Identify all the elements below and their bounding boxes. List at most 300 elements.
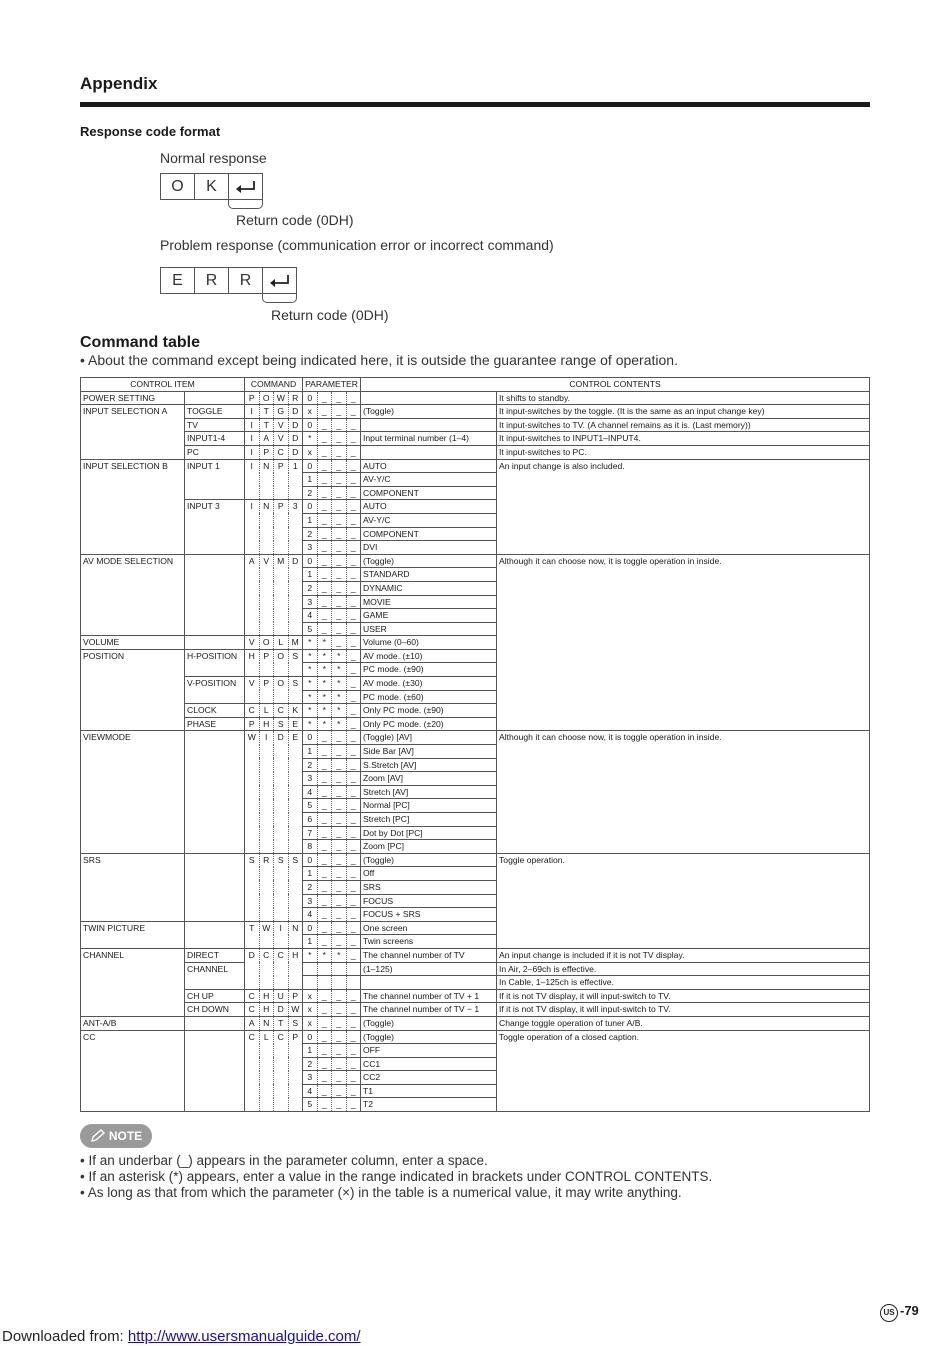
control-contents-cell [497,717,870,731]
command-cell [245,826,303,840]
code-char: R [229,268,263,293]
parameter-char: _ [332,745,347,758]
command-char [260,622,275,635]
parameter-char: * [332,650,347,663]
parameter-char: _ [350,705,356,716]
parameter-char: 1 [303,514,318,527]
table-row [81,649,870,663]
parameter-char: * [318,704,333,717]
command-char [260,799,275,813]
parameter-char: _ [350,1004,356,1015]
control-item-cell [81,745,185,759]
parameter-char: 1 [303,867,318,880]
control-item-cell [81,704,185,718]
command-cell [245,935,303,949]
control-subitem-cell: CLOCK [185,704,245,718]
note-line: • As long as that from which the parameter (×) in the table is a numerical value, it may write anything. [80,1185,682,1200]
parameter-description-cell: Zoom [PC] [361,840,497,854]
parameter-char: 5 [303,1098,318,1111]
command-char: I [245,432,260,445]
control-item-cell [81,867,185,881]
parameter-description-cell: Only PC mode. (±90) [361,704,497,718]
table-row [81,785,870,799]
command-char [274,880,289,894]
parameter-char: * [303,650,318,663]
parameter-description-cell: COMPONENT [361,486,497,500]
control-contents-cell [497,527,870,541]
command-table-body [81,391,870,1111]
command-char [260,1084,275,1098]
table-row [81,391,870,405]
command-char: I [245,405,260,418]
parameter-char: _ [350,474,356,485]
command-cell [245,1071,303,1085]
return-code-label: Return code (0DH) [236,212,354,228]
command-char [289,595,303,609]
parameter-description-cell: (Toggle) [361,1030,497,1044]
control-item-cell [81,418,185,432]
table-row [81,1030,870,1044]
command-table-note: • About the command except being indicated here, it is outside the guarantee range of operation. [80,352,678,368]
command-char: S [245,854,260,867]
control-item-cell [81,486,185,500]
parameter-cell [303,867,361,881]
control-item-cell [81,541,185,555]
parameter-char: _ [350,746,356,757]
command-char: O [274,650,289,663]
command-char [260,880,275,894]
control-subitem-cell [185,853,245,867]
command-char [245,880,260,894]
command-char: G [274,405,289,418]
control-subitem-cell [185,636,245,650]
table-row [81,717,870,731]
parameter-cell [303,745,361,759]
parameter-char: 2 [303,759,318,772]
parameter-char: _ [332,731,347,744]
control-subitem-cell: H-POSITION [185,649,245,663]
table-row [81,663,870,677]
control-subitem-cell [185,921,245,935]
parameter-char: * [303,718,318,731]
parameter-char: _ [350,895,356,906]
control-subitem-cell [185,813,245,827]
control-item-cell [81,581,185,595]
command-char: V [245,677,260,690]
table-row [81,622,870,636]
control-contents-cell: It shifts to standby. [497,391,870,405]
parameter-cell [303,486,361,500]
parameter-char: _ [350,990,356,1001]
command-char [245,840,260,853]
parameter-cell [303,704,361,718]
command-cell [245,568,303,582]
parameter-cell [303,894,361,908]
parameter-char: _ [350,596,356,607]
parameter-char: 5 [303,623,318,636]
parameter-char: _ [332,582,347,595]
parameter-char: * [318,677,333,690]
control-subitem-cell [185,595,245,609]
parameter-description-cell: (Toggle) [361,405,497,419]
command-char [260,581,275,595]
parameter-char: _ [318,745,333,758]
command-char [260,894,275,908]
parameter-char: _ [318,731,333,744]
parameter-char: 1 [303,935,318,948]
command-cell [245,908,303,922]
parameter-cell [303,772,361,786]
command-char [274,622,289,635]
control-contents-cell [497,880,870,894]
table-row [81,609,870,623]
command-char [289,568,303,582]
command-char: T [274,1017,289,1030]
command-cell [245,853,303,867]
parameter-description-cell: Dot by Dot [PC] [361,826,497,840]
command-char: S [274,718,289,731]
control-contents-cell: An input change is also included. [497,459,870,473]
control-contents-cell [497,541,870,555]
parameter-char: _ [332,636,347,649]
parameter-char: * [303,677,318,690]
command-char [274,772,289,786]
download-link[interactable]: http://www.usersmanualguide.com/ [127,1328,361,1345]
parameter-char: _ [332,568,347,581]
control-contents-cell [497,622,870,636]
control-item-cell [81,989,185,1003]
command-char: E [292,732,299,743]
command-char [245,568,260,582]
control-subitem-cell: TV [185,418,245,432]
parameter-char: _ [318,582,333,595]
parameter-char: _ [332,786,347,799]
command-char [274,962,289,976]
parameter-cell [303,921,361,935]
command-table [80,377,870,1112]
command-char: H [260,718,275,731]
parameter-description-cell: (1–125) [361,962,497,976]
page-number-text: -79 [900,1303,919,1318]
parameter-char: _ [318,813,333,826]
parameter-char: _ [332,555,347,568]
command-char [245,758,260,772]
parameter-description-cell [361,976,497,990]
table-row [81,527,870,541]
parameter-char: _ [318,405,333,418]
command-cell [245,962,303,976]
parameter-char: _ [318,568,333,581]
parameter-char: 3 [303,541,318,554]
command-char [289,813,303,827]
command-cell [245,745,303,759]
parameter-cell [303,609,361,623]
command-cell [245,690,303,704]
parameter-char: 6 [303,813,318,826]
control-item-cell [81,758,185,772]
command-char: P [260,677,275,690]
command-char [245,622,260,635]
parameter-char: _ [350,936,356,947]
command-cell [245,1098,303,1112]
parameter-description-cell: Normal [PC] [361,799,497,813]
command-char: I [274,922,289,935]
table-row [81,840,870,854]
control-item-cell [81,1071,185,1085]
command-char [260,1044,275,1058]
control-subitem-cell [185,758,245,772]
column-header: CONTROL ITEM [81,378,245,392]
parameter-description-cell [361,418,497,432]
control-item-cell [81,785,185,799]
command-char [260,758,275,772]
command-char: H [245,650,260,663]
control-item-cell: CC [81,1030,185,1044]
control-subitem-cell [185,1016,245,1030]
control-contents-cell: It input-switches to TV. (A channel remains as it is. (Last memory)) [497,418,870,432]
control-contents-cell: It input-switches by the toggle. (It is the same as an input change key) [497,405,870,419]
parameter-cell [303,636,361,650]
parameter-char: _ [318,881,333,894]
parameter-description-cell: (Toggle) [361,554,497,568]
parameter-description-cell: Stretch [PC] [361,813,497,827]
parameter-char: _ [332,922,347,935]
command-cell [245,989,303,1003]
parameter-char: 2 [303,1058,318,1071]
parameter-char: 1 [303,745,318,758]
parameter-char: _ [350,786,356,797]
control-contents-cell [497,636,870,650]
control-item-cell [81,595,185,609]
parameter-char [332,976,347,989]
parameter-char: _ [318,990,333,1003]
table-row [81,636,870,650]
command-char: N [260,460,275,473]
command-cell [245,486,303,500]
table-row [81,772,870,786]
table-row [81,513,870,527]
command-char [289,867,303,881]
parameter-char: _ [332,1003,347,1016]
parameter-char: _ [332,935,347,948]
parameter-description-cell: OFF [361,1044,497,1058]
parameter-char: _ [318,1031,333,1044]
parameter-char: _ [318,541,333,554]
parameter-description-cell: STANDARD [361,568,497,582]
table-row [81,1044,870,1058]
control-subitem-cell: PHASE [185,717,245,731]
command-char [274,527,289,541]
parameter-cell [303,581,361,595]
parameter-cell [303,908,361,922]
command-char: D [292,446,299,457]
control-contents-cell [497,772,870,786]
command-char: S [292,678,299,689]
control-subitem-cell [185,908,245,922]
control-subitem-cell [185,840,245,854]
table-row [81,826,870,840]
control-subitem-cell [185,731,245,745]
parameter-char: * [332,663,347,676]
parameter-cell [303,622,361,636]
command-char: C [274,446,289,459]
command-char [274,486,289,499]
problem-response-code [160,267,297,294]
parameter-char: * [318,650,333,663]
control-contents-cell [497,677,870,691]
parameter-description-cell: AV mode. (±30) [361,677,497,691]
command-char [274,785,289,799]
command-char [260,541,275,554]
command-char: A [245,1017,260,1030]
parameter-char: 0 [303,854,318,867]
parameter-char: 2 [303,582,318,595]
table-row [81,731,870,745]
command-char [260,962,275,976]
command-char [260,1098,275,1111]
command-cell [245,1030,303,1044]
note-label: NOTE [108,1129,143,1143]
command-table-heading: Command table [80,334,201,351]
command-char [245,1071,260,1085]
command-char [289,826,303,840]
note-badge [80,1124,152,1148]
parameter-description-cell: T2 [361,1098,497,1112]
command-char: P [274,500,289,513]
parameter-char: _ [332,1058,347,1071]
parameter-cell [303,677,361,691]
parameter-cell [303,595,361,609]
command-char [260,527,275,541]
parameter-char: _ [332,528,347,541]
command-char [245,745,260,759]
parameter-cell [303,1057,361,1071]
parameter-char: _ [332,854,347,867]
parameter-char: _ [318,895,333,908]
parameter-cell [303,445,361,459]
parameter-char: * [318,691,333,704]
parameter-description-cell: One screen [361,921,497,935]
control-item-cell: AV MODE SELECTION [81,554,185,568]
parameter-description-cell: Twin screens [361,935,497,949]
parameter-description-cell: AUTO [361,459,497,473]
parameter-char: 1 [303,1044,318,1057]
command-char [274,663,289,676]
parameter-char: _ [332,759,347,772]
command-cell [245,581,303,595]
parameter-cell [303,1016,361,1030]
parameter-description-cell: FOCUS [361,894,497,908]
control-contents-cell: It input-switches to INPUT1–INPUT4. [497,432,870,446]
parameter-char: _ [318,935,333,948]
command-char [245,663,260,676]
control-item-cell [81,663,185,677]
control-item-cell [81,935,185,949]
command-cell [245,758,303,772]
parameter-char: * [332,718,347,731]
parameter-char: _ [332,500,347,513]
command-char: D [292,419,299,430]
parameter-description-cell: The channel number of TV [361,948,497,962]
response-format-heading: Response code format [80,124,221,139]
command-char [245,473,260,487]
parameter-description-cell: Volume (0–60) [361,636,497,650]
parameter-char: _ [318,419,333,432]
parameter-char: _ [350,827,356,838]
parameter-description-cell: AV-Y/C [361,473,497,487]
parameter-cell [303,880,361,894]
command-char [274,745,289,759]
parameter-cell [303,405,361,419]
parameter-description-cell: (Toggle) [AV] [361,731,497,745]
command-char: O [260,636,275,649]
control-subitem-cell [185,391,245,405]
parameter-char: _ [332,623,347,636]
command-char [260,609,275,623]
parameter-char: _ [332,432,347,445]
control-subitem-cell [185,1084,245,1098]
command-char [289,745,303,759]
control-item-cell [81,527,185,541]
page-title: Appendix [80,74,158,93]
command-cell [245,1084,303,1098]
parameter-description-cell: Zoom [AV] [361,772,497,786]
control-subitem-cell [185,690,245,704]
command-char: P [274,460,289,473]
command-cell [245,717,303,731]
parameter-cell [303,840,361,854]
table-row [81,1057,870,1071]
parameter-char: _ [318,908,333,921]
control-item-cell: CHANNEL [81,948,185,962]
command-char [260,867,275,881]
parameter-char: _ [318,1071,333,1084]
parameter-char: _ [318,759,333,772]
command-cell [245,405,303,419]
normal-response-code [160,173,263,200]
command-char: R [292,392,299,403]
parameter-char: _ [350,650,356,661]
control-subitem-cell: INPUT 1 [185,459,245,473]
command-char [289,541,303,554]
parameter-description-cell: DYNAMIC [361,581,497,595]
control-item-cell [81,677,185,691]
parameter-char: 4 [303,908,318,921]
command-char [289,880,303,894]
parameter-char: 0 [303,922,318,935]
command-char [245,785,260,799]
parameter-cell [303,554,361,568]
command-char: I [245,419,260,432]
command-char: C [274,704,289,717]
command-cell [245,500,303,514]
command-cell [245,1003,303,1017]
table-row [81,568,870,582]
command-char: P [245,718,260,731]
command-char: V [274,419,289,432]
control-item-cell [81,976,185,990]
control-contents-cell: If it is not TV display, it will input-switch to TV. [497,1003,870,1017]
note-line: • If an underbar (_) appears in the parameter column, enter a space. [80,1153,488,1168]
command-char: C [245,1003,260,1016]
control-subitem-cell: CH DOWN [185,1003,245,1017]
command-char: V [245,636,260,649]
parameter-char: _ [332,541,347,554]
parameter-cell [303,853,361,867]
table-row [81,432,870,446]
parameter-cell [303,813,361,827]
control-item-cell [81,1084,185,1098]
